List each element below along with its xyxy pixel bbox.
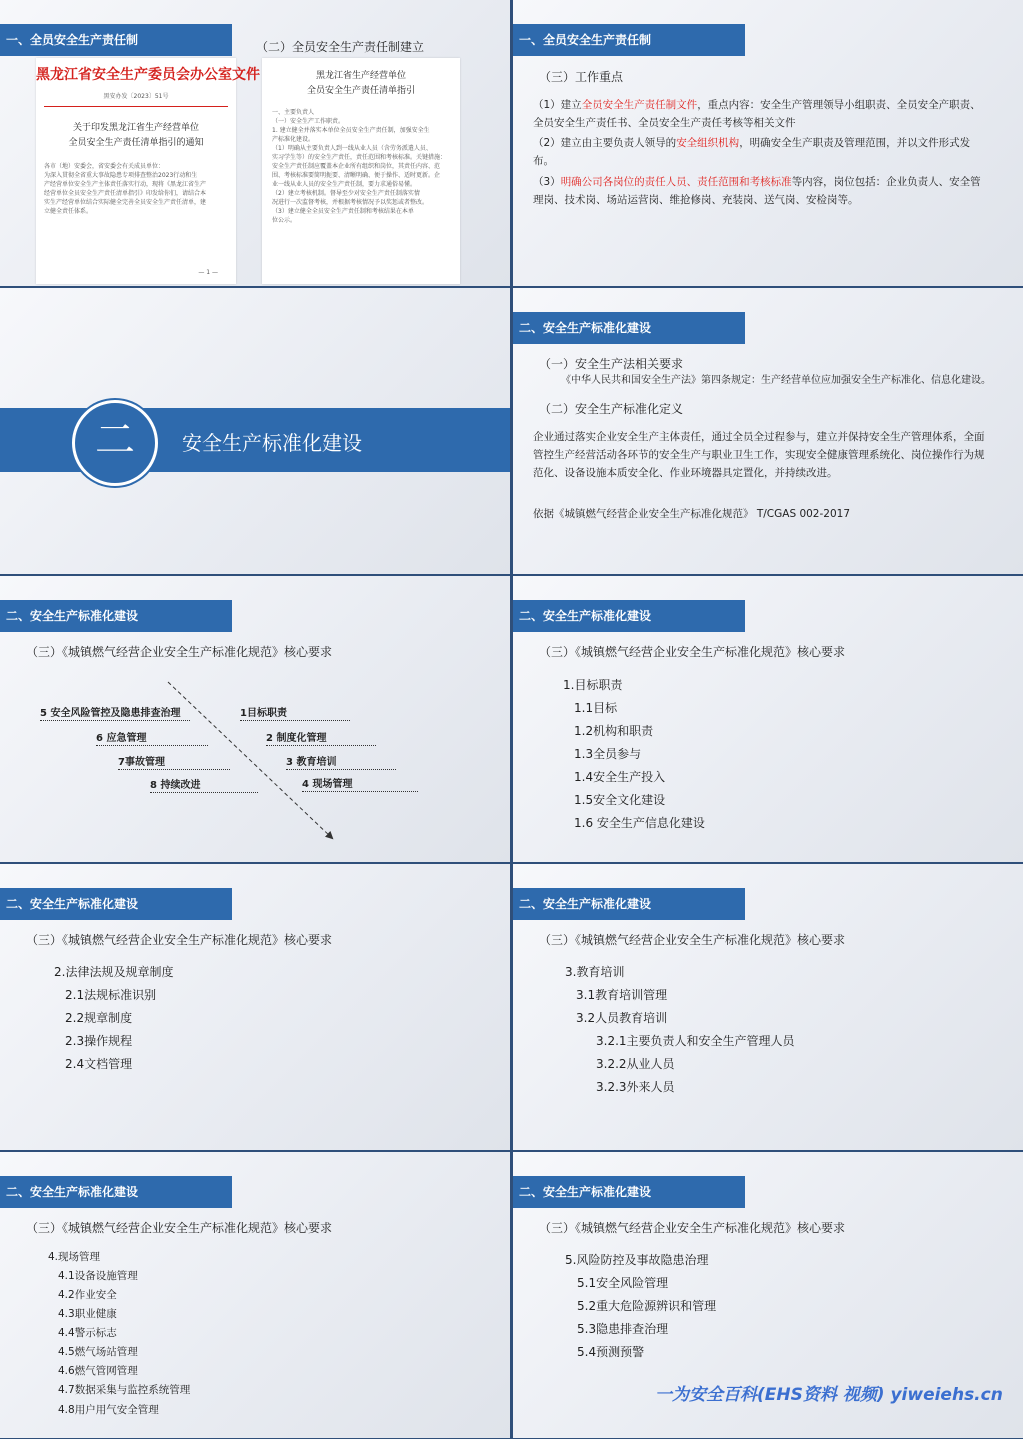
document-image-guide <box>262 58 460 284</box>
fishbone-item-5: 5 安全风险管控及隐患排查治理 <box>40 704 190 721</box>
fishbone-item-3: 3 教育培训 <box>286 753 396 770</box>
list-item: 3.2.1主要负责人和安全生产管理人员 <box>596 1034 795 1048</box>
list-item: 2.4文档管理 <box>65 1057 133 1071</box>
list-item: 4.3职业健康 <box>58 1308 117 1320</box>
doc2-title-line-1: 黑龙江省生产经营单位 <box>315 71 406 81</box>
list-item: 4.5燃气场站管理 <box>58 1346 138 1358</box>
doc2-body-line: 况进行一次监督考核，并根据考核情况予以奖惩或者整改。 <box>272 199 429 206</box>
point-1: （1）建立全员安全生产责任制文件，重点内容：安全生产管理领导小组职责、全员安全产职责、全员安全生产责任书、全员安全生产责任考核等相关文件 <box>533 99 981 129</box>
fishbone-item-2: 2 制度化管理 <box>266 729 376 746</box>
fishbone-item-6: 6 应急管理 <box>96 729 208 746</box>
list-item: 3.1教育培训管理 <box>576 988 668 1002</box>
list-item-highlighted: 4.6燃气管网管理 <box>58 1365 138 1377</box>
list-item: 5.风险防控及事故隐患治理 <box>565 1253 709 1267</box>
doc-office-title: 黑龙江省安全生产委员会办公室文件 <box>36 67 260 83</box>
slide-4 <box>513 288 1023 574</box>
list-item: 5.4预测预警 <box>577 1345 645 1359</box>
slide-subtitle: （三）《城镇燃气经营企业安全生产标准化规范》核心要求 <box>539 645 846 659</box>
doc2-body-line: （一）安全生产工作职责。 <box>272 118 345 125</box>
slide-header: 二、安全生产标准化建设 <box>0 600 232 632</box>
list-item: 3.2人员教育培训 <box>576 1011 668 1025</box>
doc2-body-line: 1. 建立健全并落实本单位全员安全生产责任制，加强安全生 <box>272 127 430 134</box>
doc2-body-line: 围、考核标准要简明扼要、清晰明确、便于操作、适时更新。企 <box>272 172 441 179</box>
highlight-text: 全员安全生产责任制文件 <box>581 99 698 111</box>
list-item: 3.教育培训 <box>565 965 625 979</box>
list-item: 2.2规章制度 <box>65 1011 133 1025</box>
list-item: 3.2.2从业人员 <box>596 1057 675 1071</box>
document-image-notice <box>36 58 260 284</box>
slide-9 <box>0 1152 510 1438</box>
list-item: 3.2.3外来人员 <box>596 1080 675 1094</box>
slide-header: 二、安全生产标准化建设 <box>513 1176 745 1208</box>
doc2-body-line: （2）建立考核机制。督导至少对安全生产责任制落实情 <box>272 190 420 197</box>
basis-text: 依据《城镇燃气经营企业安全生产标准化规范》 T/CGAS 002-2017 <box>533 508 850 520</box>
list-item: 1.6 安全生产信息化建设 <box>574 816 705 830</box>
list-item: 1.目标职责 <box>563 678 623 692</box>
list-item: 4.1设备设施管理 <box>58 1270 138 1282</box>
doc-body-line: 经营单位全员安全生产责任清单指引》印发给你们，请结合本 <box>44 190 207 197</box>
slide-subtitle: （三）《城镇燃气经营企业安全生产标准化规范》核心要求 <box>26 933 333 947</box>
list-item: 5.2重大危险源辨识和管理 <box>577 1299 717 1313</box>
fishbone-item-7: 7事故管理 <box>118 753 230 770</box>
list-item: 5.1安全风险管理 <box>577 1276 669 1290</box>
slide-subtitle: （三）《城镇燃气经营企业安全生产标准化规范》核心要求 <box>539 1221 846 1235</box>
section-title: 安全生产标准化建设 <box>182 431 362 455</box>
doc2-body-line: （3）建立健全全员安全生产责任制和考核结果在本单 <box>272 208 414 215</box>
slide-header: 二、安全生产标准化建设 <box>513 312 745 344</box>
list-item: 2.3操作规程 <box>65 1034 133 1048</box>
slide-header: 二、安全生产标准化建设 <box>0 1176 232 1208</box>
doc-body-line: 为深入贯彻全省重大事故隐患专项排查整治2023行动和生 <box>44 172 198 179</box>
doc2-body-line: 实习学生等）的安全生产责任，责任范围和考核标准。关键措施： <box>272 154 447 161</box>
list-item: 1.5安全文化建设 <box>574 793 666 807</box>
fishbone-item-4: 4 现场管理 <box>302 775 418 792</box>
highlight-text: 明确公司各岗位的责任人员、责任范围和考核标准 <box>560 176 792 188</box>
law-quote: 《中华人民共和国安全生产法》第四条规定：生产经营单位应加强安全生产标准化、信息化建设。 <box>561 375 991 386</box>
doc-body-line: 各市（地）安委会，省安委会有关成员单位： <box>44 163 165 170</box>
slide-7 <box>0 864 510 1150</box>
list-item: 4.2作业安全 <box>58 1289 117 1301</box>
doc-title-line-1: 关于印发黑龙江省生产经营单位 <box>72 123 199 133</box>
highlight-text: 安全组织机构 <box>676 137 740 149</box>
fishbone-item-8: 8 持续改进 <box>150 776 258 793</box>
doc2-body-line: 位公示。 <box>272 217 297 224</box>
slide-header: 一、全员安全生产责任制 <box>0 24 232 56</box>
slide-5 <box>0 576 510 862</box>
slide-header: 一、全员安全生产责任制 <box>513 24 745 56</box>
slide-subtitle: （三）《城镇燃气经营企业安全生产标准化规范》核心要求 <box>26 1221 333 1235</box>
slide-6 <box>513 576 1023 862</box>
slide-2 <box>513 0 1023 286</box>
list-item: 1.4安全生产投入 <box>574 770 666 784</box>
slide-header: 二、安全生产标准化建设 <box>0 888 232 920</box>
slide-8 <box>513 864 1023 1150</box>
slide-header: 二、安全生产标准化建设 <box>513 600 745 632</box>
doc2-title-line-2: 全员安全生产责任清单指引 <box>306 86 415 96</box>
list-item: 4.8用户用气安全管理 <box>58 1404 159 1416</box>
watermark: 一为安全百科(EHS资料 视频) yiweiehs.cn <box>655 1385 1003 1405</box>
slide-1 <box>0 0 510 286</box>
slide-subtitle: （二）全员安全生产责任制建立 <box>256 40 425 54</box>
point-3: （3）明确公司各岗位的责任人员、责任范围和考核标准等内容，岗位包括：企业负责人、安全管理岗、技术岗、场站运营岗、维抢修岗、充装岗、送气岗、安检岗等。 <box>533 176 981 206</box>
doc-page-number: — 1 — <box>198 269 218 276</box>
list-item: 4.7数据采集与监控系统管理 <box>58 1384 191 1396</box>
doc-body-line: 实生产经营单位结合实际健全完善全员安全生产责任清单，建 <box>44 199 207 206</box>
list-item: 2.法律法规及规章制度 <box>54 965 174 979</box>
slide-header: 二、安全生产标准化建设 <box>513 888 745 920</box>
list-item: 5.3隐患排查治理 <box>577 1322 669 1336</box>
list-item: 2.1法规标准识别 <box>65 988 157 1002</box>
slide-subtitle: （三）工作重点 <box>539 70 624 84</box>
definition-text: 企业通过落实企业安全生产主体责任，通过全员全过程参与，建立并保持安全生产管理体系，全面管控生产经营活动各环节的安全生产与职业卫生工作，实现安全健康管理系统化、岗位操作行为规范化、设备设施本质安全化、作业环境器具定置化，并持续改进。 <box>533 431 985 479</box>
doc2-body-line: （1）明确从主要负责人到一线从业人员（含劳务派遣人员、 <box>272 145 432 152</box>
fishbone-item-1: 1目标职责 <box>240 704 350 721</box>
slide-10 <box>513 1152 1023 1438</box>
doc-body-line: 立健全责任体系。 <box>44 208 93 215</box>
slide-subtitle: （三）《城镇燃气经营企业安全生产标准化规范》核心要求 <box>26 645 333 659</box>
point-2: （2）建立由主要负责人领导的安全组织机构，明确安全生产职责及管理范围，并以文件形式发布。 <box>533 137 971 167</box>
list-item: 1.2机构和职责 <box>574 724 654 738</box>
doc-number: 黑安办发〔2023〕51号 <box>103 93 169 100</box>
subheading-definition: （二）安全生产标准化定义 <box>539 402 684 416</box>
doc2-body-line: 一、主要负责人 <box>272 109 315 116</box>
list-item: 1.3全员参与 <box>574 747 642 761</box>
doc-body-line: 产经营单位安全生产主体责任落实行动，现将《黑龙江省生产 <box>44 181 207 188</box>
doc2-body-line: 业一线从业人员的安全生产责任制，要力求通俗易懂。 <box>272 181 417 188</box>
doc2-body-line: 安全生产责任制应覆盖本企业所有组织和岗位，其责任内容、范 <box>272 163 441 170</box>
doc2-body-line: 产标准化建设。 <box>272 136 315 143</box>
list-item: 1.1目标 <box>574 701 618 715</box>
doc-title-line-2: 全员安全生产责任清单指引的通知 <box>68 138 204 148</box>
list-item: 4.现场管理 <box>48 1251 101 1263</box>
list-item: 4.4警示标志 <box>58 1327 117 1339</box>
slide-3 <box>0 288 510 574</box>
section-number: 二 <box>95 417 135 463</box>
subheading-law: （一）安全生产法相关要求 <box>539 357 684 371</box>
slide-subtitle: （三）《城镇燃气经营企业安全生产标准化规范》核心要求 <box>539 933 846 947</box>
